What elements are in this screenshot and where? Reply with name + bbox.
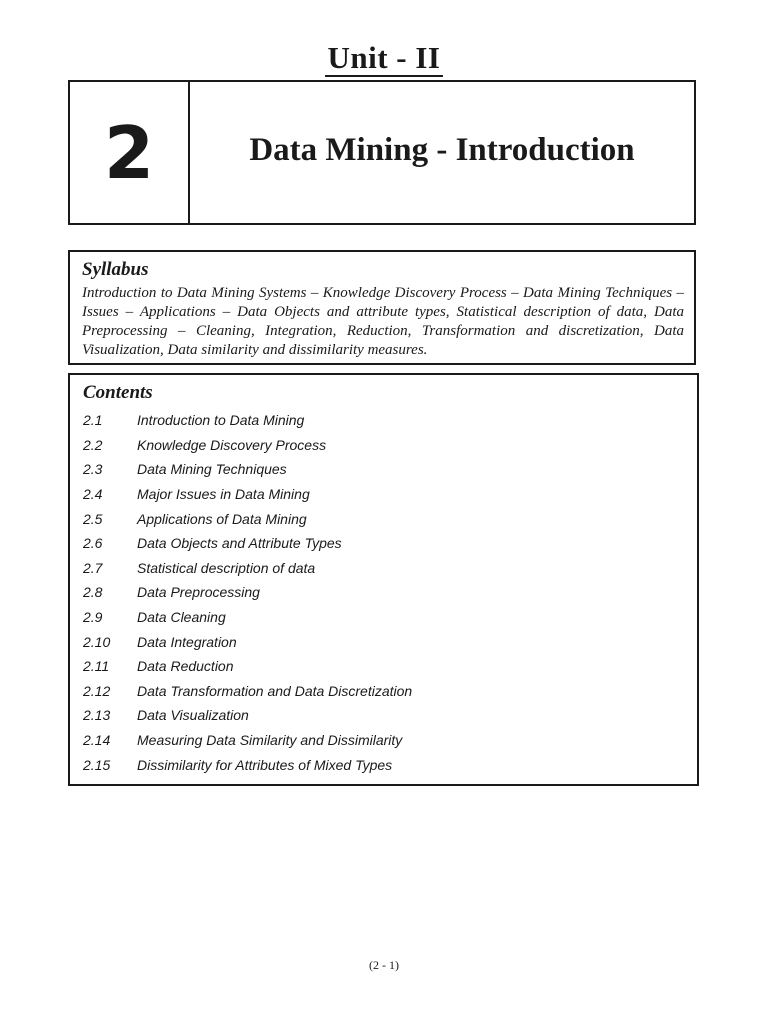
contents-item-title: Dissimilarity for Attributes of Mixed Types <box>137 756 393 773</box>
contents-item-title: Data Visualization <box>137 707 249 724</box>
contents-list <box>83 408 685 777</box>
contents-item[interactable] <box>83 580 685 605</box>
contents-heading: Contents <box>83 382 153 403</box>
contents-item-number: 2.9 <box>83 609 103 626</box>
unit-title-text: Unit - II <box>327 40 441 75</box>
contents-item[interactable] <box>83 433 685 458</box>
contents-item-number: 2.13 <box>83 707 111 724</box>
contents-box <box>68 373 699 786</box>
contents-item[interactable] <box>83 728 685 753</box>
unit-title <box>0 40 768 76</box>
contents-item-number: 2.12 <box>83 682 111 699</box>
syllabus-text: Introduction to Data Mining Systems – Knowledge Discovery Process – Data Mining Techniques – Issues – Applications – Data Objects and attribute types, Statistical description of data, Data Preprocessing – Cleaning, Integration, Reduction, Transformation and discretization, Data Visualization, Data similarity and dissimilarity measures. <box>82 285 684 358</box>
contents-item-number: 2.10 <box>83 633 111 650</box>
contents-item-title: Data Integration <box>137 633 237 650</box>
contents-item-title: Data Transformation and Data Discretization <box>137 682 413 699</box>
contents-item[interactable] <box>83 654 685 679</box>
chapter-header <box>68 80 696 225</box>
contents-item-title: Data Mining Techniques <box>137 461 287 478</box>
contents-item[interactable] <box>83 457 685 482</box>
syllabus-heading: Syllabus <box>82 259 149 280</box>
contents-item-number: 2.5 <box>83 510 103 527</box>
contents-item[interactable] <box>83 605 685 630</box>
chapter-number: 2 <box>70 82 190 223</box>
contents-item-number: 2.7 <box>83 559 103 576</box>
contents-item-title: Data Reduction <box>137 658 234 675</box>
contents-item-number: 2.14 <box>83 732 111 749</box>
contents-item-number: 2.6 <box>83 535 103 552</box>
contents-item-title: Data Preprocessing <box>137 584 260 601</box>
contents-item-title: Data Objects and Attribute Types <box>137 535 342 552</box>
contents-item-number: 2.3 <box>83 461 103 478</box>
contents-item-title: Introduction to Data Mining <box>137 412 305 429</box>
chapter-title: Data Mining - Introduction <box>249 132 635 168</box>
contents-item[interactable] <box>83 629 685 654</box>
contents-item-title: Data Cleaning <box>137 609 226 626</box>
contents-item[interactable] <box>83 531 685 556</box>
contents-item[interactable] <box>83 408 685 433</box>
contents-item-number: 2.8 <box>83 584 103 601</box>
contents-item-title: Statistical description of data <box>137 559 316 576</box>
contents-item[interactable] <box>83 703 685 728</box>
page-number: (2 - 1) <box>369 958 399 972</box>
contents-item-number: 2.11 <box>83 658 110 675</box>
contents-item[interactable] <box>83 556 685 581</box>
contents-item[interactable] <box>83 679 685 704</box>
syllabus-box <box>68 250 696 365</box>
contents-item-number: 2.1 <box>83 412 103 429</box>
contents-item-title: Applications of Data Mining <box>137 510 307 527</box>
contents-item-title: Knowledge Discovery Process <box>137 436 327 453</box>
contents-item-title: Measuring Data Similarity and Dissimilarity <box>137 732 403 749</box>
contents-item[interactable] <box>83 752 685 777</box>
contents-item-number: 2.2 <box>83 436 103 453</box>
contents-item[interactable] <box>83 482 685 507</box>
contents-item[interactable] <box>83 506 685 531</box>
contents-item-number: 2.15 <box>83 756 111 773</box>
contents-item-number: 2.4 <box>83 486 103 503</box>
contents-item-title: Major Issues in Data Mining <box>137 486 310 503</box>
